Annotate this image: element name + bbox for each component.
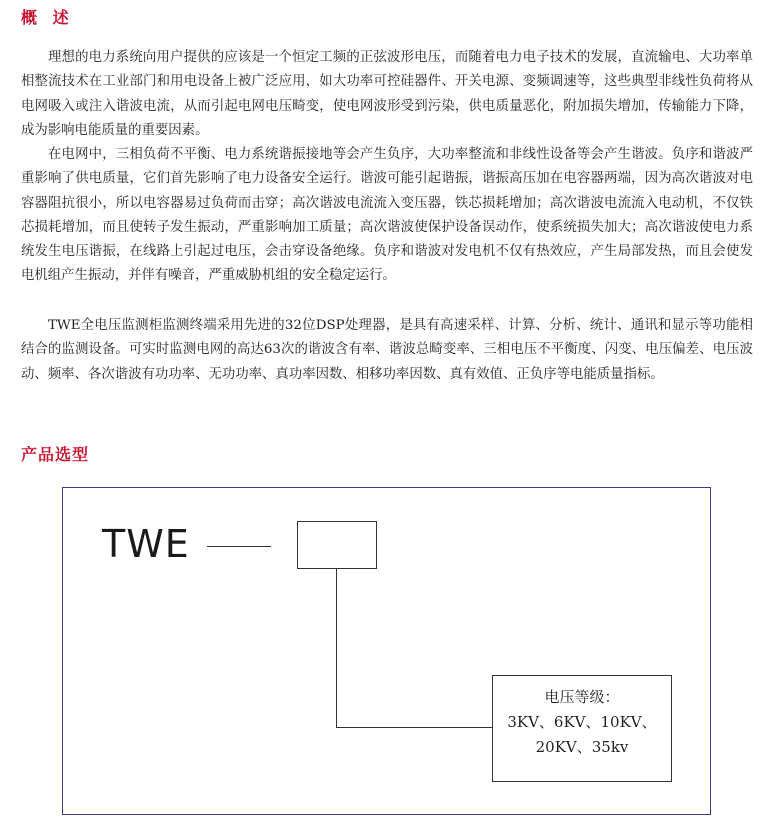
overview-paragraph-2: 在电网中，三相负荷不平衡、电力系统谐振接地等会产生负序，大功率整流和非线性设备等会产生谐波。负序和谐波严重影响了供电质量，它们首先影响了电力设备安全运行。谐波可能引起谐振，谐振高压加在电容器两端，因为高次谐波对电容器阻抗很小，所以电容器易过负荷而击穿；高次谐波电流流入变压器，铁芯损耗增加；高次谐波电流流入电动机，不仅铁芯损耗增加，而且使转子发生振动，严重影响加工质量；高次谐波使保护设备误动作，使系统损失加大；高次谐波使电力系统发生电压谐振，在线路上引起过电压，会击穿设备绝缘。负序和谐波对发电机不仅有热效应，产生局部发热，而且会使发电机组产生振动，并伴有噪音，严重威胁机组的安全稳定运行。: [21, 147, 753, 284]
model-code-dash: [207, 546, 271, 547]
voltage-level-label: 电压等级：: [544, 688, 620, 706]
overview-paragraph-3: TWE全电压监测柜监测终端采用先进的32位DSP处理器，是具有高速采样、计算、分析、统计、通讯和显示等功能相结合的监测设备。可实时监测电网的高达63次的谐波含有率、谐波总畸变率、三相电压不平衡度、闪变、电压偏差、电压波动、频率、各次谐波有功功率、无功功率、真功率因数、相移功率因数、真有效值、正负序等电能质量指标。: [21, 318, 753, 382]
overview-heading: 概 述: [21, 8, 74, 27]
voltage-code-slot: [297, 521, 377, 569]
model-code: TWE: [102, 522, 190, 566]
voltage-level-values-line-2: 20KV、35kv: [535, 738, 629, 756]
overview-paragraph-1: 理想的电力系统向用户提供的应该是一个恒定工频的正弦波形电压，而随着电力电子技术的发展，直流输电、大功率单相整流技术在工业部门和用电设备上被广泛应用，如大功率可控硅器件、开关电源、变频调速等，这些典型非线性负荷将从电网吸入或注入谐波电流，从而引起电网电压畸变，使电网波形受到污染，供电质量恶化，附加损失增加，传输能力下降，成为影响电能质量的重要因素。: [21, 50, 753, 138]
voltage-level-values-line-1: 3KV、6KV、10KV、: [507, 713, 657, 731]
connector-horizontal-line: [336, 727, 493, 728]
product-selection-heading: 产品选型: [21, 445, 90, 464]
connector-vertical-line: [336, 569, 337, 728]
voltage-level-description-box: [492, 675, 672, 782]
